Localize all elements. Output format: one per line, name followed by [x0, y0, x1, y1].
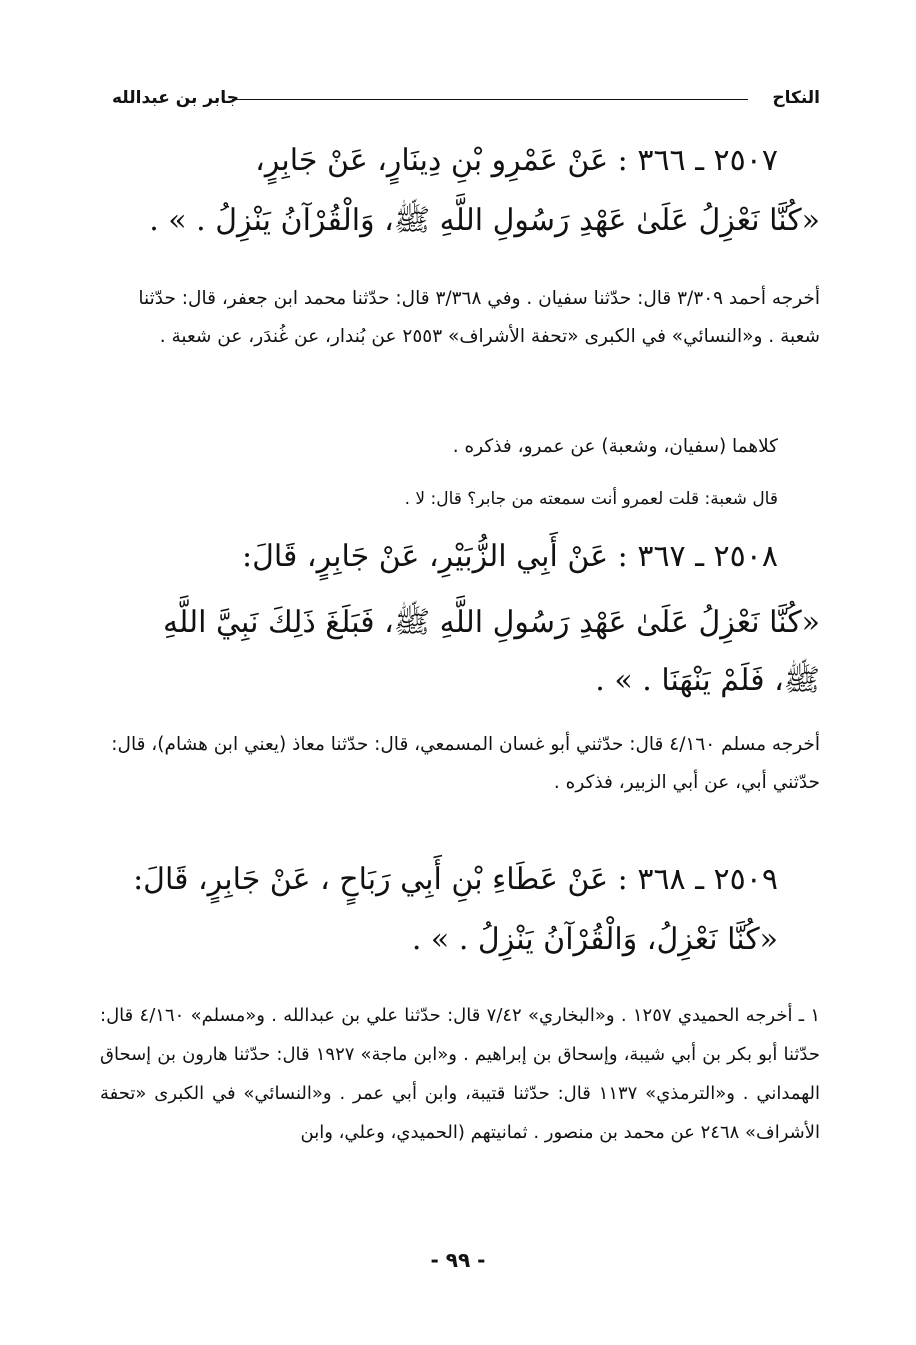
chapter-title: النكاح	[772, 88, 820, 108]
takhrij-2507: أخرجه أحمد ٣/٣٠٩ قال: حدّثنا سفيان . وفي ٣/٣٦٨ قال: حدّثنا محمد ابن جعفر، قال: حدّثنا شعبة . و«النسائي» في الكبرى «تحفة الأشراف» ٢٥٥٣ عن بُندار، عن غُندَر، عن شعبة .	[138, 288, 820, 347]
hadith-chain: ٢٥٠٨ ـ ٣٦٧ : عَنْ أَبِي الزُّبَيْرِ، عَنْ جَابِرٍ، قَالَ:	[241, 539, 778, 574]
narrator-title: جابر بن عبدالله	[112, 88, 239, 108]
takhrij-2507-both: كلاهما (سفيان، وشعبة) عن عمرو، فذكره .	[452, 436, 778, 457]
header-rule	[232, 99, 748, 100]
hadith-2507	[100, 131, 820, 251]
hadith-2509	[100, 850, 820, 970]
takhrij-2507-shuba: قال شعبة: قلت لعمرو أنت سمعته من جابر؟ قال: لا .	[404, 489, 778, 509]
hadith-text-line2: ﷺ، فَلَمْ يَنْهَنَا . » .	[595, 663, 820, 698]
takhrij-2508: أخرجه مسلم ٤/١٦٠ قال: حدّثني أبو غسان المسمعي، قال: حدّثنا معاذ (يعني ابن هشام)، قال: حدّثني أبي، عن أبي الزبير، فذكره .	[111, 734, 820, 793]
hadith-2508	[100, 527, 820, 711]
hadith-text: «كُنَّا نَعْزِلُ، وَالْقُرْآنُ يَنْزِلُ . » .	[411, 922, 778, 957]
running-header	[112, 84, 820, 114]
hadith-text-line1: «كُنَّا نَعْزِلُ عَلَىٰ عَهْدِ رَسُولِ اللَّهِ ﷺ، فَبَلَغَ ذَلِكَ نَبِيَّ اللَّهِ	[163, 605, 820, 640]
hadith-text: «كُنَّا نَعْزِلُ عَلَىٰ عَهْدِ رَسُولِ اللَّهِ ﷺ، وَالْقُرْآنُ يَنْزِلُ . » .	[149, 203, 820, 238]
hadith-chain: ٢٥٠٩ ـ ٣٦٨ : عَنْ عَطَاءِ بْنِ أَبِي رَبَاحٍ ، عَنْ جَابِرٍ، قَالَ:	[133, 862, 778, 897]
hadith-chain: ٢٥٠٧ ـ ٣٦٦ : عَنْ عَمْرِو بْنِ دِينَارٍ، عَنْ جَابِرٍ،	[255, 143, 778, 178]
footnote: ١ ـ أخرجه الحميدي ١٢٥٧ . و«البخاري» ٧/٤٢ قال: حدّثنا علي بن عبدالله . و«مسلم» ٤/١٦٠ قال: حدّثنا أبو بكر بن أبي شيبة، وإسحاق بن إبراهيم . و«ابن ماجة» ١٩٢٧ قال: حدّثنا هارون بن إسحاق الهمداني . و«الترمذي» ١١٣٧ قال: حدّثنا قتيبة، وابن أبي عمر . و«النسائي» في الكبرى «تحفة الأشراف» ٢٤٦٨ عن محمد بن منصور . ثمانيتهم (الحميدي، وعلي، وابن	[100, 1005, 821, 1143]
page-number: - ٩٩ -	[430, 1248, 486, 1272]
